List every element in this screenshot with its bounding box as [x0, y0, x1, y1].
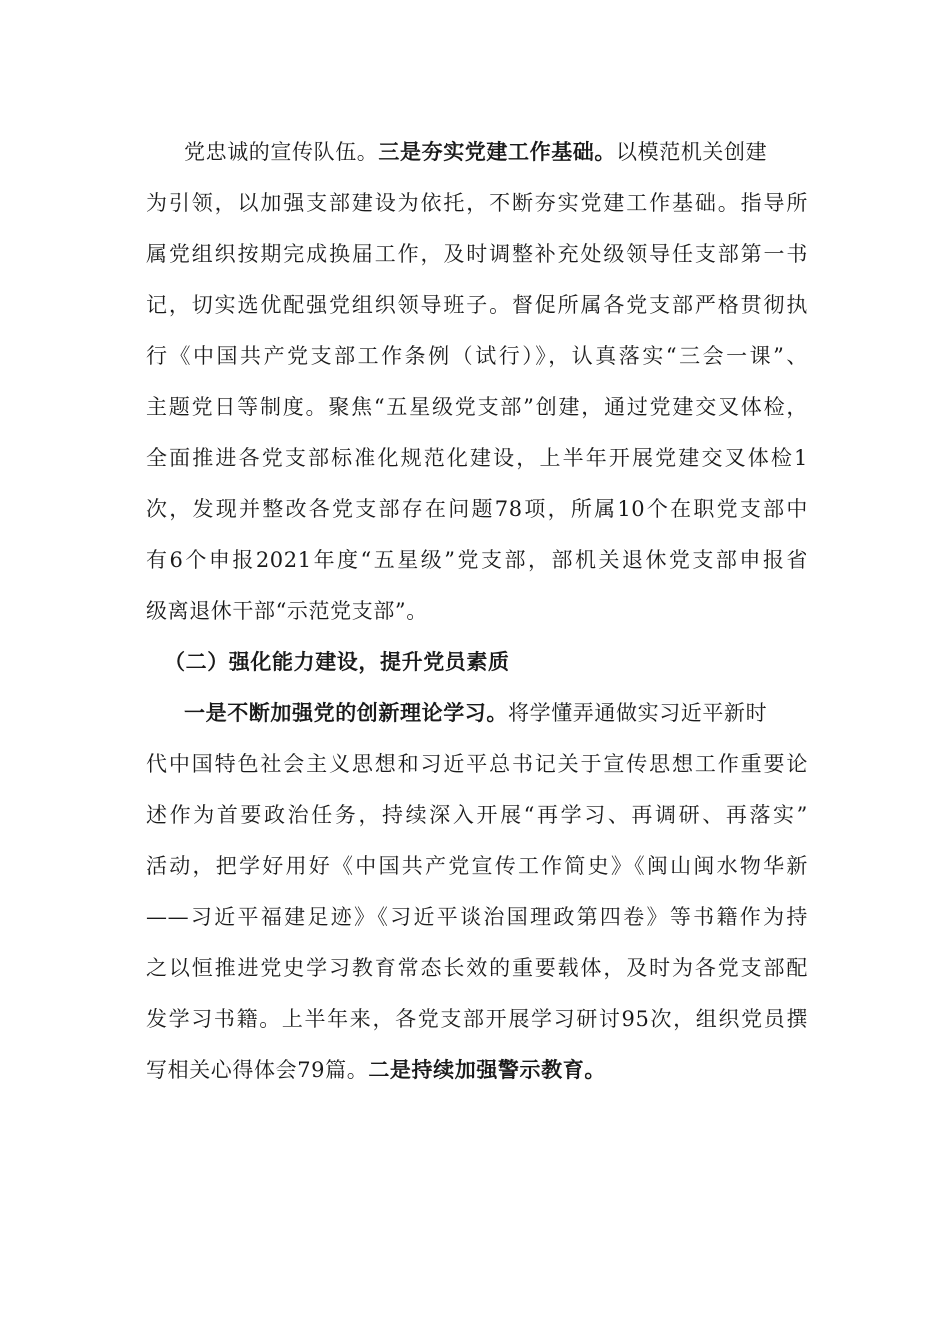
text-line: 为引领，以加强支部建设为依托，不断夯实党建工作基础。指导所	[146, 191, 808, 215]
text-line: 级离退休干部“示范党支部”。	[146, 599, 428, 623]
text-line: 述作为首要政治任务，持续深入开展“再学习、再调研、再落实”	[146, 803, 808, 827]
section-heading: （二）强化能力建设，提升党员素质	[164, 649, 510, 674]
text-line: 代中国特色社会主义思想和习近平总书记关于宣传思想工作重要论	[146, 752, 808, 776]
text-line: 活动，把学好用好《中国共产党宣传工作简史》《闽山闽水物华新	[146, 854, 808, 878]
text-line: 全面推进各党支部标准化规范化建设，上半年开展党建交叉体检1	[146, 446, 808, 470]
text-run: 写相关心得体会79篇。	[146, 1058, 369, 1082]
bold-lead-sentence: 一是不断加强党的创新理论学习。	[184, 700, 508, 725]
bold-lead-sentence: 三是夯实党建工作基础。	[378, 139, 617, 164]
text-run: 将学懂弄通做实习近平新时	[508, 701, 768, 725]
text-line: 有6个申报2021年度“五星级”党支部，部机关退休党支部申报省	[146, 548, 808, 572]
text-line: 属党组织按期完成换届工作，及时调整补充处级领导任支部第一书	[146, 242, 808, 266]
text-line: 之以恒推进党史学习教育常态长效的重要载体，及时为各党支部配	[146, 956, 808, 980]
text-line	[146, 132, 808, 183]
text-line: 记，切实选优配强党组织领导班子。督促所属各党支部严格贯彻执	[146, 293, 808, 317]
bold-lead-sentence: 二是持续加强警示教育。	[368, 1057, 606, 1082]
text-line: 发学习书籍。上半年来，各党支部开展学习研讨95次，组织党员撰	[146, 1007, 808, 1031]
text-line: ——习近平福建足迹》《习近平谈治国理政第四卷》等书籍作为持	[146, 905, 808, 929]
text-line: 次，发现并整改各党支部存在问题78项，所属10个在职党支部中	[146, 497, 808, 521]
text-line	[146, 1050, 808, 1101]
text-run: 党忠诚的宣传队伍。	[184, 140, 379, 164]
text-line: 主题党日等制度。聚焦“五星级党支部”创建，通过党建交叉体检，	[146, 395, 808, 419]
document-page	[146, 132, 808, 1101]
text-line: 行《中国共产党支部工作条例（试行）》，认真落实“三会一课”、	[146, 344, 808, 368]
text-run: 以模范机关创建	[616, 140, 768, 164]
text-line	[146, 693, 808, 744]
